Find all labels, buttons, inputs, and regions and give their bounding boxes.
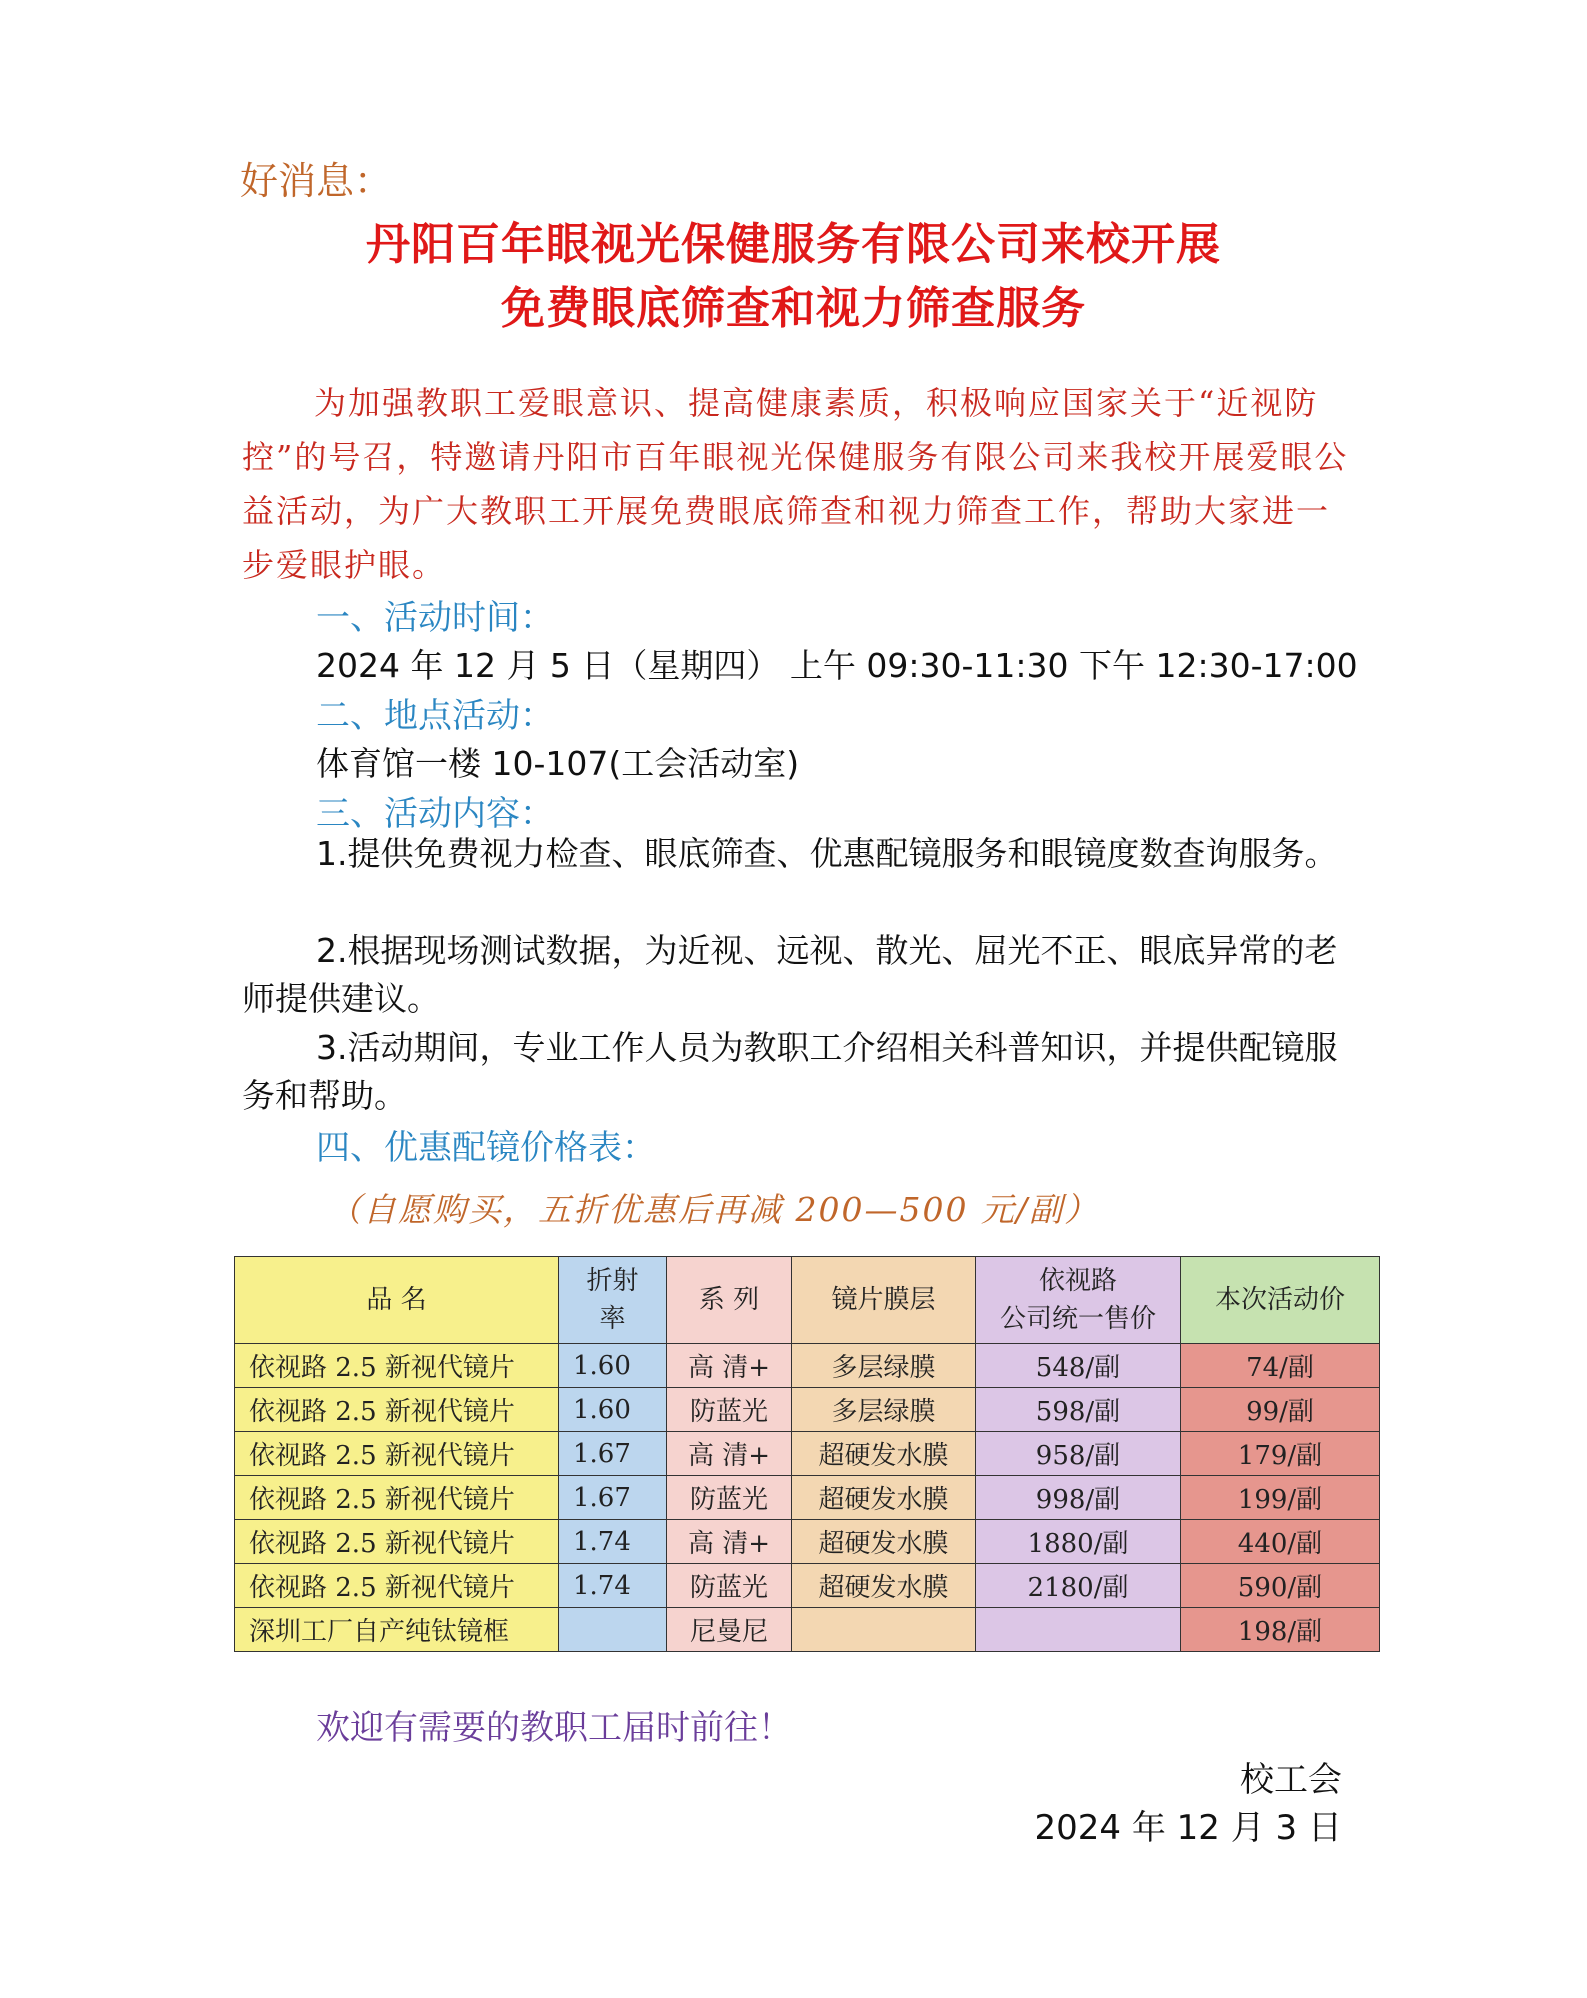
cell-coating: 超硬发水膜: [792, 1476, 976, 1520]
header-retail-line2: 公司统一售价: [999, 1304, 1156, 1334]
place-text: 体育馆一楼 10-107(工会活动室): [316, 744, 800, 783]
content-item-2-text: 2.根据现场测试数据，为近视、远视、散光、屈光不正、眼底异常的老师提供建议。: [242, 931, 1338, 1018]
cell-event-price: 440/副: [1181, 1520, 1380, 1564]
cell-refraction: 1.60: [559, 1344, 667, 1388]
time-heading: 一、活动时间：: [316, 598, 554, 638]
table-row: [235, 1432, 1380, 1476]
cell-retail-price: 2180/副: [976, 1564, 1181, 1608]
place-heading: 二、地点活动：: [316, 696, 554, 736]
table-row: [235, 1476, 1380, 1520]
cell-product: 依视路 2.5 新视代镜片: [235, 1432, 559, 1476]
cell-series: 防蓝光: [667, 1564, 792, 1608]
content-item-1-text: 1.提供免费视力检查、眼底筛查、优惠配镜服务和眼镜度数查询服务。: [316, 834, 1338, 873]
header-event-price: 本次活动价: [1181, 1257, 1380, 1344]
cell-coating: [792, 1608, 976, 1652]
cell-product: 依视路 2.5 新视代镜片: [235, 1520, 559, 1564]
cell-event-price: 199/副: [1181, 1476, 1380, 1520]
cell-retail-price: 598/副: [976, 1388, 1181, 1432]
cell-retail-price: 548/副: [976, 1344, 1181, 1388]
cell-retail-price: 1880/副: [976, 1520, 1181, 1564]
table-row: [235, 1564, 1380, 1608]
cell-refraction: 1.74: [559, 1520, 667, 1564]
price-table-header: [235, 1257, 1380, 1344]
content-item-1: [242, 830, 1352, 878]
header-product-name: 品 名: [235, 1257, 559, 1344]
title-line-2: 免费眼底筛查和视力筛查服务: [501, 283, 1086, 334]
cell-event-price: 74/副: [1181, 1344, 1380, 1388]
content-item-3: [242, 1024, 1352, 1120]
cell-retail-price: 958/副: [976, 1432, 1181, 1476]
cell-series: 防蓝光: [667, 1476, 792, 1520]
cell-retail-price: [976, 1608, 1181, 1652]
header-retail-line1: 依视路: [1038, 1266, 1117, 1296]
cell-coating: 超硬发水膜: [792, 1520, 976, 1564]
cell-refraction: 1.60: [559, 1388, 667, 1432]
cell-coating: 超硬发水膜: [792, 1432, 976, 1476]
cell-product: 依视路 2.5 新视代镜片: [235, 1344, 559, 1388]
signature-organization: 校工会: [1240, 1760, 1342, 1800]
header-series: 系 列: [667, 1257, 792, 1344]
table-row: [235, 1344, 1380, 1388]
cell-product: 依视路 2.5 新视代镜片: [235, 1476, 559, 1520]
price-table: [234, 1256, 1380, 1652]
header-refraction: [559, 1257, 667, 1344]
content-item-2: [242, 927, 1352, 1023]
price-heading: 四、优惠配镜价格表：: [316, 1128, 656, 1168]
cell-refraction: [559, 1608, 667, 1652]
content-heading: 三、活动内容：: [316, 794, 554, 834]
cell-series: 高 清+: [667, 1520, 792, 1564]
table-row: [235, 1608, 1380, 1652]
cell-coating: 多层绿膜: [792, 1388, 976, 1432]
content-item-3-text: 3.活动期间，专业工作人员为教职工介绍相关科普知识，并提供配镜服务和帮助。: [242, 1028, 1338, 1115]
header-refraction-line1: 折射: [586, 1266, 639, 1296]
cell-event-price: 590/副: [1181, 1564, 1380, 1608]
cell-event-price: 179/副: [1181, 1432, 1380, 1476]
time-text: 2024 年 12 月 5 日（星期四） 上午 09:30-11:30 下午 12:30-17:00: [316, 646, 1358, 685]
cell-product: 依视路 2.5 新视代镜片: [235, 1564, 559, 1608]
good-news-label: 好消息：: [240, 159, 393, 203]
cell-series: 高 清+: [667, 1344, 792, 1388]
table-row: [235, 1388, 1380, 1432]
title-line-1: 丹阳百年眼视光保健服务有限公司来校开展: [366, 219, 1221, 270]
cell-retail-price: 998/副: [976, 1476, 1181, 1520]
header-refraction-line2: 率: [599, 1304, 626, 1334]
cell-coating: 多层绿膜: [792, 1344, 976, 1388]
cell-series: 高 清+: [667, 1432, 792, 1476]
cell-series: 防蓝光: [667, 1388, 792, 1432]
table-row: [235, 1520, 1380, 1564]
intro-paragraph: [242, 376, 1360, 592]
cell-product: 深圳工厂自产纯钛镜框: [235, 1608, 559, 1652]
intro-text: 为加强教职工爱眼意识、提高健康素质，积极响应国家关于“近视防控”的号召，特邀请丹阳市百年眼视光保健服务有限公司来我校开展爱眼公益活动，为广大教职工开展免费眼底筛查和视力筛查工作，帮助大家进一步爱眼护眼。: [242, 384, 1349, 584]
welcome-text: 欢迎有需要的教职工届时前往！: [316, 1708, 792, 1748]
cell-event-price: 198/副: [1181, 1608, 1380, 1652]
cell-refraction: 1.67: [559, 1432, 667, 1476]
cell-product: 依视路 2.5 新视代镜片: [235, 1388, 559, 1432]
cell-refraction: 1.67: [559, 1476, 667, 1520]
cell-refraction: 1.74: [559, 1564, 667, 1608]
cell-coating: 超硬发水膜: [792, 1564, 976, 1608]
cell-event-price: 99/副: [1181, 1388, 1380, 1432]
signature-date: 2024 年 12 月 3 日: [1034, 1808, 1342, 1848]
discount-note: （自愿购买，五折优惠后再减 200—500 元/副）: [328, 1190, 1100, 1229]
header-coating: 镜片膜层: [792, 1257, 976, 1344]
header-retail-price: [976, 1257, 1181, 1344]
cell-series: 尼曼尼: [667, 1608, 792, 1652]
